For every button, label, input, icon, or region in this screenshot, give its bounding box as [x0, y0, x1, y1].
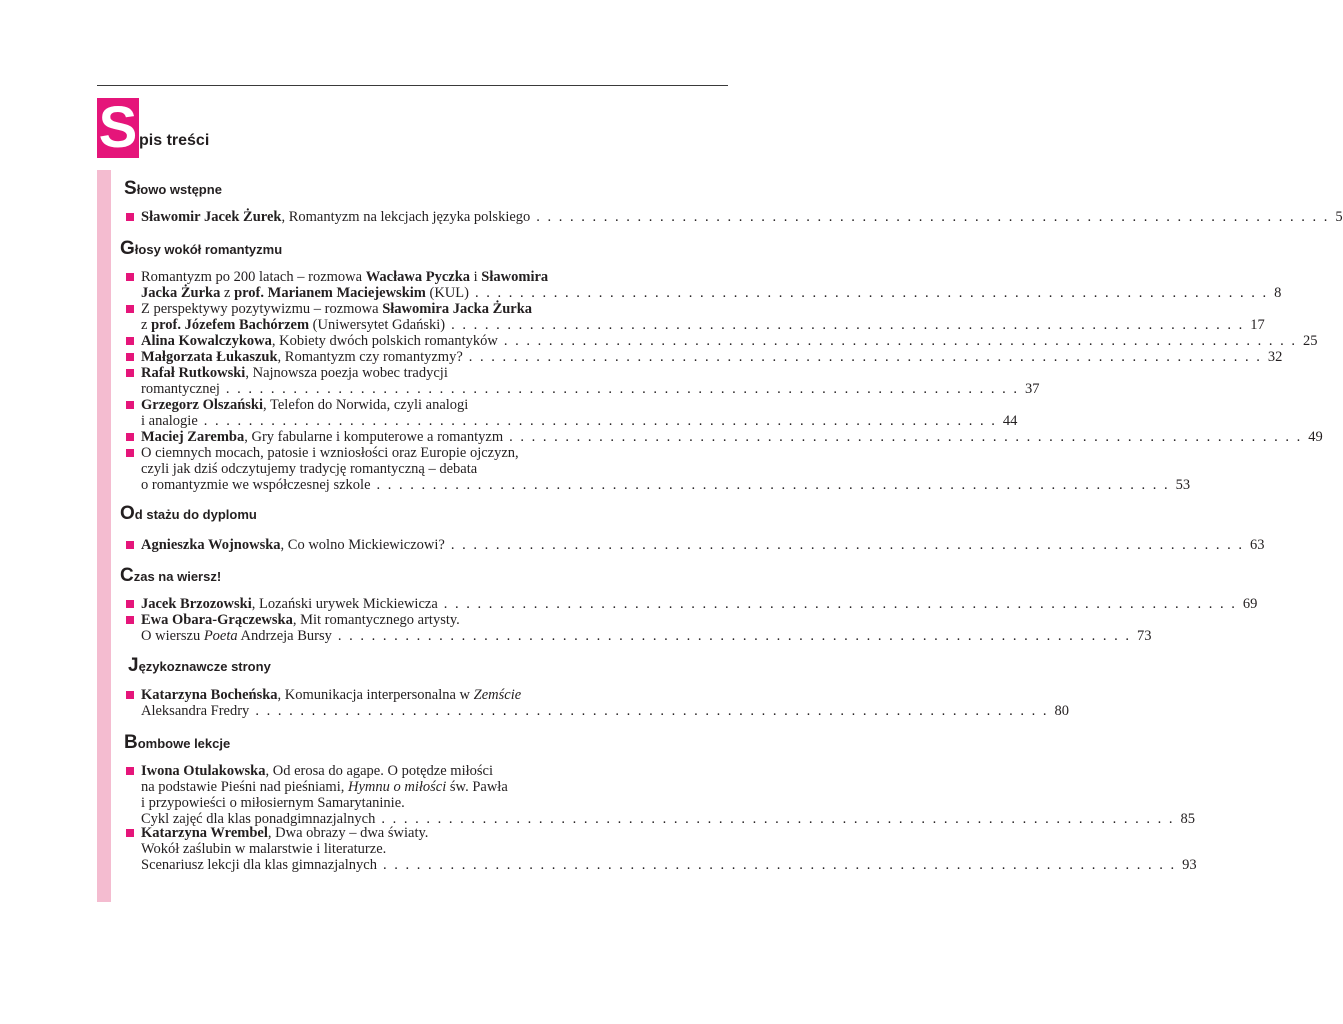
section-initial: S: [124, 178, 137, 199]
section-title: d stażu do dyplomu: [134, 507, 257, 522]
dot-leader: . . . . . . . . . . . . . . . . . . . . . . . . . . . . . . . . . . . . . . . . . . . . . . . . . . . . . . . . . . . . . . . . . . . . . . .: [381, 811, 1175, 827]
dot-leader: . . . . . . . . . . . . . . . . . . . . . . . . . . . . . . . . . . . . . . . . . . . . . . . . . . . . . . . . . . . . . . . . . . . . . . .: [503, 333, 1297, 349]
page-title: pis treści: [139, 132, 210, 149]
entry-text: [141, 612, 460, 628]
bullet-square-icon: [126, 213, 134, 221]
section-title: łowo wstępne: [136, 182, 222, 197]
entry-text-segment: Scenariusz lekcji dla klas gimnazjalnych: [141, 857, 377, 873]
entry-text: [141, 397, 468, 413]
entry-text-segment: z: [141, 317, 152, 333]
page-number: 17: [1250, 317, 1265, 333]
entry-text-segment: Andrzeja Bursy: [237, 628, 332, 644]
dot-leader: . . . . . . . . . . . . . . . . . . . . . . . . . . . . . . . . . . . . . . . . . . . . . . . . . . . . . . . . . . . . . . . . . . . . . . .: [474, 285, 1269, 301]
author-name: prof. Józefem Bachórzem: [151, 317, 310, 333]
page-number: 80: [1054, 703, 1069, 719]
entry-text: [141, 269, 548, 285]
entry-line: [126, 413, 1018, 429]
entry-text-segment: O wierszu: [141, 628, 204, 644]
italic-title: Poeta: [203, 628, 238, 644]
entry-text: [141, 209, 530, 225]
section-initial: C: [120, 565, 134, 586]
dot-leader: . . . . . . . . . . . . . . . . . . . . . . . . . . . . . . . . . . . . . . . . . . . . . . . . . . . . . . . . . . . . . . . . . . . . . . .: [451, 317, 1245, 333]
author-name: Jacek Brzozowski: [141, 596, 252, 612]
entry-line: [126, 763, 608, 779]
toc-entry[interactable]: [126, 349, 1283, 365]
toc-entry[interactable]: [126, 687, 1069, 719]
author-name: Rafał Rutkowski: [141, 365, 246, 381]
entry-line: [126, 841, 608, 857]
entry-text-segment: O ciemnych mocach, patosie i wzniosłości oraz Europie ojczyzn,: [141, 445, 519, 461]
page-number: 32: [1267, 349, 1283, 365]
entry-text-segment: , Lozański urywek Mickiewicza: [251, 596, 438, 612]
dot-leader: . . . . . . . . . . . . . . . . . . . . . . . . . . . . . . . . . . . . . . . . . . . . . . . . . . . . . . . . . . . . . . . . . . . . . . .: [468, 349, 1262, 365]
section-title: łosy wokół romantyzmu: [134, 242, 283, 257]
section-heading: [120, 238, 282, 260]
author-name: Sławomir Jacek Żurek: [141, 209, 282, 225]
entry-text-segment: Z perspektywy pozytywizmu – rozmowa: [141, 301, 383, 317]
toc-entry[interactable]: [126, 825, 1197, 873]
entry-line: [126, 365, 608, 381]
entry-line: [126, 301, 608, 317]
toc-entry[interactable]: [126, 333, 1318, 349]
section-heading: [120, 565, 221, 587]
entry-text-segment: o romantyzmie we współczesnej szkole: [141, 477, 371, 493]
entry-text-segment: , Kobiety dwóch polskich romantyków: [271, 333, 498, 349]
entry-text-segment: , Komunikacja interpersonalna w: [277, 687, 474, 703]
entry-text-segment: (Uniwersytet Gdański): [309, 317, 446, 333]
entry-text: [141, 301, 532, 317]
entry-text-segment: Cykl zajęć dla klas ponadgimnazjalnych: [141, 811, 376, 827]
entry-text: [141, 461, 477, 477]
author-name: Katarzyna Wrembel: [141, 825, 268, 841]
section-initial: J: [128, 655, 139, 676]
bullet-square-icon: [126, 401, 134, 409]
entry-text-segment: Wokół zaślubin w malarstwie i literaturze.: [141, 841, 387, 857]
entry-text: [141, 333, 498, 349]
dot-leader: . . . . . . . . . . . . . . . . . . . . . . . . . . . . . . . . . . . . . . . . . . . . . . . . . . . . . . . . . . . . . . . . . . . . . . .: [337, 628, 1132, 644]
author-name: Małgorzata Łukaszuk: [141, 349, 278, 365]
italic-title: Zemście: [473, 687, 522, 703]
entry-text: [141, 795, 405, 811]
page-number: 44: [1002, 413, 1018, 429]
author-name: Alina Kowalczykowa: [141, 333, 272, 349]
entry-text: [141, 349, 463, 365]
bullet-square-icon: [126, 353, 134, 361]
section-initial: O: [120, 503, 135, 524]
dot-leader: . . . . . . . . . . . . . . . . . . . . . . . . . . . . . . . . . . . . . . . . . . . . . . . . . . . . . . . . . . . . . . . . . . . . . . .: [382, 857, 1177, 873]
toc-entry[interactable]: [126, 537, 1265, 553]
entry-line: [126, 381, 1040, 397]
toc-entry[interactable]: [126, 301, 1265, 333]
entry-line: [126, 628, 1152, 644]
entry-text-segment: i przypowieści o miłosiernym Samarytaninie.: [141, 795, 405, 811]
entry-text-segment: , Mit romantycznego artysty.: [292, 612, 460, 628]
entry-text: [141, 317, 445, 333]
bullet-square-icon: [126, 767, 134, 775]
entry-text-segment: i: [470, 269, 482, 285]
entry-text: [141, 841, 386, 857]
entry-text: [141, 285, 469, 301]
entry-line: [126, 445, 608, 461]
pink-side-bar: [97, 170, 111, 902]
entry-line: [126, 687, 608, 703]
entry-text: [141, 537, 445, 553]
entry-line: [126, 209, 1343, 225]
entry-line: [126, 612, 608, 628]
entry-line: [126, 285, 1282, 301]
entry-text-segment: (KUL): [425, 285, 469, 301]
dot-leader: . . . . . . . . . . . . . . . . . . . . . . . . . . . . . . . . . . . . . . . . . . . . . . . . . . . . . . . . . . . . . . . . . . . . . . .: [376, 477, 1170, 493]
dot-leader: . . . . . . . . . . . . . . . . . . . . . . . . . . . . . . . . . . . . . . . . . . . . . . . . . . . . . . . . . . . . . . . . . . . . . . .: [509, 429, 1303, 445]
entry-text: [141, 413, 198, 429]
dot-leader: . . . . . . . . . . . . . . . . . . . . . . . . . . . . . . . . . . . . . . . . . . . . . . . . . . . . . . . . . . . . . . . . . . . . . . .: [450, 537, 1244, 553]
toc-entry[interactable]: [126, 596, 1258, 612]
entry-text: [141, 477, 371, 493]
bullet-square-icon: [126, 305, 134, 313]
toc-entry[interactable]: [126, 612, 1152, 644]
title-initial-badge: S: [98, 95, 138, 160]
page-number: 37: [1025, 381, 1040, 397]
entry-line: [126, 397, 608, 413]
entry-text: [141, 381, 220, 397]
section-title: ęzykoznawcze strony: [138, 659, 271, 674]
entry-text-segment: czyli jak dziś odczytujemy tradycję romantyczną – debata: [141, 461, 478, 477]
entry-text: [141, 857, 377, 873]
entry-line: [126, 317, 1265, 333]
italic-title: Hymnu o miłości: [348, 779, 447, 795]
author-name: Sławomira: [481, 269, 549, 285]
dot-leader: . . . . . . . . . . . . . . . . . . . . . . . . . . . . . . . . . . . . . . . . . . . . . . . . . . . . . . . . . . . . . . . . . . . . . . .: [225, 381, 1020, 397]
bullet-square-icon: [126, 449, 134, 457]
author-name: Iwona Otulakowska: [141, 763, 266, 779]
bullet-square-icon: [126, 616, 134, 624]
entry-text: [141, 779, 508, 795]
entry-text-segment: , Co wolno Mickiewiczowi?: [280, 537, 445, 553]
bullet-square-icon: [126, 273, 134, 281]
entry-text: [141, 445, 519, 461]
author-name: Sławomira Jacka Żurka: [382, 301, 533, 317]
entry-text: [141, 825, 428, 841]
entry-text-segment: św. Pawła: [446, 779, 508, 795]
section-heading: [124, 732, 230, 754]
author-name: Jacka Żurka: [141, 285, 221, 301]
page-number: 93: [1182, 857, 1197, 873]
entry-line: [126, 703, 1069, 719]
section-initial: G: [120, 238, 135, 259]
entry-text-segment: , Gry fabularne i komputerowe a romantyzm: [244, 429, 504, 445]
entry-line: [126, 795, 608, 811]
entry-line: [126, 825, 608, 841]
author-name: Ewa Obara-Grączewska: [141, 612, 293, 628]
bullet-square-icon: [126, 691, 134, 699]
author-name: Agnieszka Wojnowska: [141, 537, 281, 553]
toc-entry[interactable]: [126, 397, 1018, 429]
entry-line: [126, 857, 1197, 873]
entry-line: [126, 461, 608, 477]
toc-entry[interactable]: [126, 365, 1040, 397]
entry-text-segment: Romantyzm po 200 latach – rozmowa: [141, 269, 366, 285]
entry-text-segment: , Od erosa do agape. O potędze miłości: [265, 763, 493, 779]
section-title: ombowe lekcje: [137, 736, 231, 751]
bullet-square-icon: [126, 433, 134, 441]
bullet-square-icon: [126, 337, 134, 345]
author-name: Grzegorz Olszański: [141, 397, 264, 413]
bullet-square-icon: [126, 600, 134, 608]
toc-entry[interactable]: [126, 445, 1191, 493]
entry-line: [126, 779, 608, 795]
page-number: 85: [1180, 811, 1195, 827]
bullet-square-icon: [126, 541, 134, 549]
entry-line: [126, 477, 1191, 493]
toc-entry[interactable]: [126, 429, 1323, 445]
entry-text: [141, 687, 521, 703]
toc-entry[interactable]: [126, 269, 1282, 301]
entry-text-segment: , Telefon do Norwida, czyli analogi: [263, 397, 469, 413]
page-number: 25: [1302, 333, 1318, 349]
top-rule: [97, 85, 728, 86]
entry-text-segment: , Romantyzm czy romantyzmy?: [277, 349, 463, 365]
bullet-square-icon: [126, 369, 134, 377]
entry-line: [126, 596, 1258, 612]
toc-entry[interactable]: [126, 209, 1343, 225]
entry-line: [126, 333, 1318, 349]
entry-text-segment: z: [220, 285, 235, 301]
dot-leader: . . . . . . . . . . . . . . . . . . . . . . . . . . . . . . . . . . . . . . . . . . . . . . . . . . . . . . . . . . . . . . . . . . . . . . .: [203, 413, 997, 429]
entry-text: [141, 596, 438, 612]
entry-text-segment: na podstawie Pieśni nad pieśniami,: [141, 779, 348, 795]
section-heading: [120, 503, 257, 525]
entry-text-segment: , Romantyzm na lekcjach języka polskiego: [281, 209, 531, 225]
page-number: 69: [1242, 596, 1258, 612]
dot-leader: . . . . . . . . . . . . . . . . . . . . . . . . . . . . . . . . . . . . . . . . . . . . . . . . . . . . . . . . . . . . . . . . . . . . . . .: [443, 596, 1237, 612]
dot-leader: . . . . . . . . . . . . . . . . . . . . . . . . . . . . . . . . . . . . . . . . . . . . . . . . . . . . . . . . . . . . . . . . . . . . . . .: [255, 703, 1049, 719]
entry-line: [126, 429, 1323, 445]
entry-line: [126, 269, 608, 285]
toc-entry[interactable]: [126, 763, 1195, 827]
dot-leader: . . . . . . . . . . . . . . . . . . . . . . . . . . . . . . . . . . . . . . . . . . . . . . . . . . . . . . . . . . . . . . . . . . . . . . .: [536, 209, 1330, 225]
author-name: prof. Marianem Maciejewskim: [234, 285, 426, 301]
page-number: 53: [1175, 477, 1191, 493]
page-number: 8: [1274, 285, 1282, 301]
entry-text-segment: i analogie: [141, 413, 198, 429]
entry-line: [126, 349, 1283, 365]
bullet-square-icon: [126, 829, 134, 837]
author-name: Wacława Pyczka: [365, 269, 471, 285]
author-name: Maciej Zaremba: [141, 429, 245, 445]
entry-text: [141, 365, 448, 381]
entry-text: [141, 429, 503, 445]
section-heading: [124, 178, 222, 200]
entry-text-segment: , Dwa obrazy – dwa światy.: [267, 825, 429, 841]
author-name: Katarzyna Bocheńska: [141, 687, 278, 703]
page-number: 49: [1308, 429, 1323, 445]
entry-text-segment: Aleksandra Fredry: [141, 703, 250, 719]
entry-text: [141, 703, 249, 719]
entry-text: [141, 628, 332, 644]
entry-text-segment: , Najnowsza poezja wobec tradycji: [245, 365, 448, 381]
entry-text-segment: romantycznej: [141, 381, 220, 397]
page-number: 63: [1249, 537, 1265, 553]
section-initial: B: [124, 732, 138, 753]
page-number: 5: [1335, 209, 1343, 225]
entry-text: [141, 763, 493, 779]
entry-line: [126, 537, 1265, 553]
section-title: zas na wiersz!: [133, 569, 222, 584]
page-number: 73: [1137, 628, 1152, 644]
section-heading: [128, 655, 271, 677]
